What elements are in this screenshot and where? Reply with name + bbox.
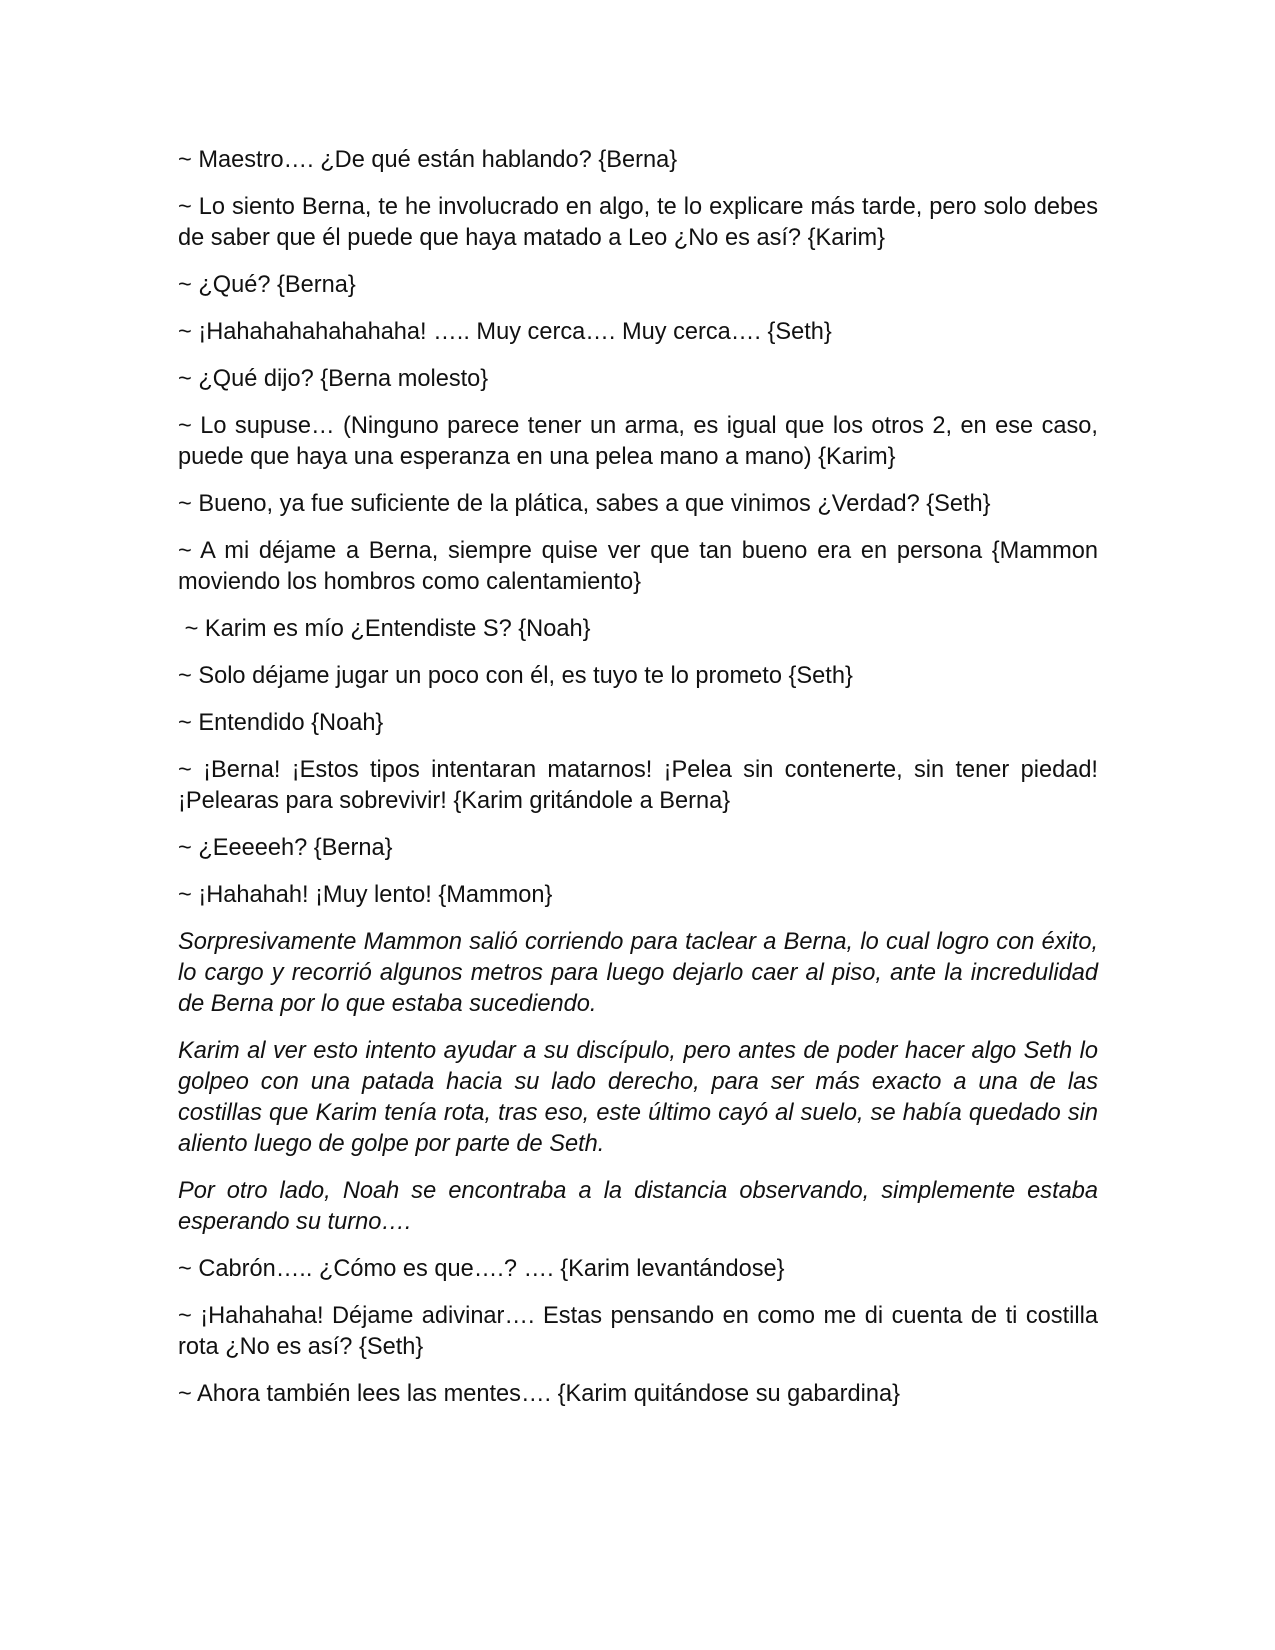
dialogue-line: ~ Entendido {Noah} (178, 710, 384, 736)
dialogue-line: ~ Maestro…. ¿De qué están hablando? {Berna} (178, 147, 678, 173)
dialogue-line: ~ Bueno, ya fue suficiente de la plática, sabes a que vinimos ¿Verdad? {Seth} (178, 491, 991, 517)
narration-paragraph: Sorpresivamente Mammon salió corriendo para taclear a Berna, lo cual logro con éxito, lo cargo y recorrió algunos metros para luego dejarlo caer al piso, ante la incredulidad de Berna por lo que estaba sucediendo. (178, 929, 1105, 1017)
dialogue-line: ~ ¡Hahahahahahahaha! ….. Muy cerca…. Muy cerca…. {Seth} (178, 319, 832, 345)
dialogue-line: ~ ¿Qué dijo? {Berna molesto} (178, 366, 489, 392)
dialogue-line: ~ ¿Eeeeeh? {Berna} (178, 835, 393, 861)
narration-paragraph: Por otro lado, Noah se encontraba a la distancia observando, simplemente estaba esperando su turno…. (178, 1178, 1105, 1235)
dialogue-line: ~ ¡Hahahaha! Déjame adivinar…. Estas pensando en como me di cuenta de ti costilla rota ¿No es así? {Seth} (178, 1303, 1105, 1360)
narration-paragraph: Karim al ver esto intento ayudar a su discípulo, pero antes de poder hacer algo Seth lo golpeo con una patada hacia su lado derecho, para ser más exacto a una de las costillas que Karim tenía rota, tras eso, este último cayó al suelo, se había quedado sin aliento luego de golpe por parte de Seth. (178, 1038, 1105, 1157)
dialogue-line: ~ Karim es mío ¿Entendiste S? {Noah} (178, 616, 591, 642)
dialogue-line: ~ Lo supuse… (Ninguno parece tener un arma, es igual que los otros 2, en ese caso, puede que haya una esperanza en una pelea mano a mano) {Karim} (178, 413, 1105, 470)
dialogue-line: ~ ¡Hahahah! ¡Muy lento! {Mammon} (178, 882, 553, 908)
dialogue-line: ~ Solo déjame jugar un poco con él, es tuyo te lo prometo {Seth} (178, 663, 853, 689)
dialogue-line: ~ ¡Berna! ¡Estos tipos intentaran matarnos! ¡Pelea sin contenerte, sin tener piedad! ¡Pelearas para sobrevivir! {Karim gritándole a Berna} (178, 757, 1105, 814)
dialogue-line: ~ Cabrón….. ¿Cómo es que….? …. {Karim levantándose} (178, 1256, 785, 1282)
dialogue-line: ~ A mi déjame a Berna, siempre quise ver que tan bueno era en persona {Mammon moviendo los hombros como calentamiento} (178, 538, 1105, 595)
dialogue-line: ~ ¿Qué? {Berna} (178, 272, 356, 298)
dialogue-line: ~ Lo siento Berna, te he involucrado en algo, te lo explicare más tarde, pero solo debes de saber que él puede que haya matado a Leo ¿No es así? {Karim} (178, 194, 1105, 251)
dialogue-line: ~ Ahora también lees las mentes…. {Karim quitándose su gabardina} (178, 1381, 901, 1407)
document-page (178, 145, 1105, 1426)
